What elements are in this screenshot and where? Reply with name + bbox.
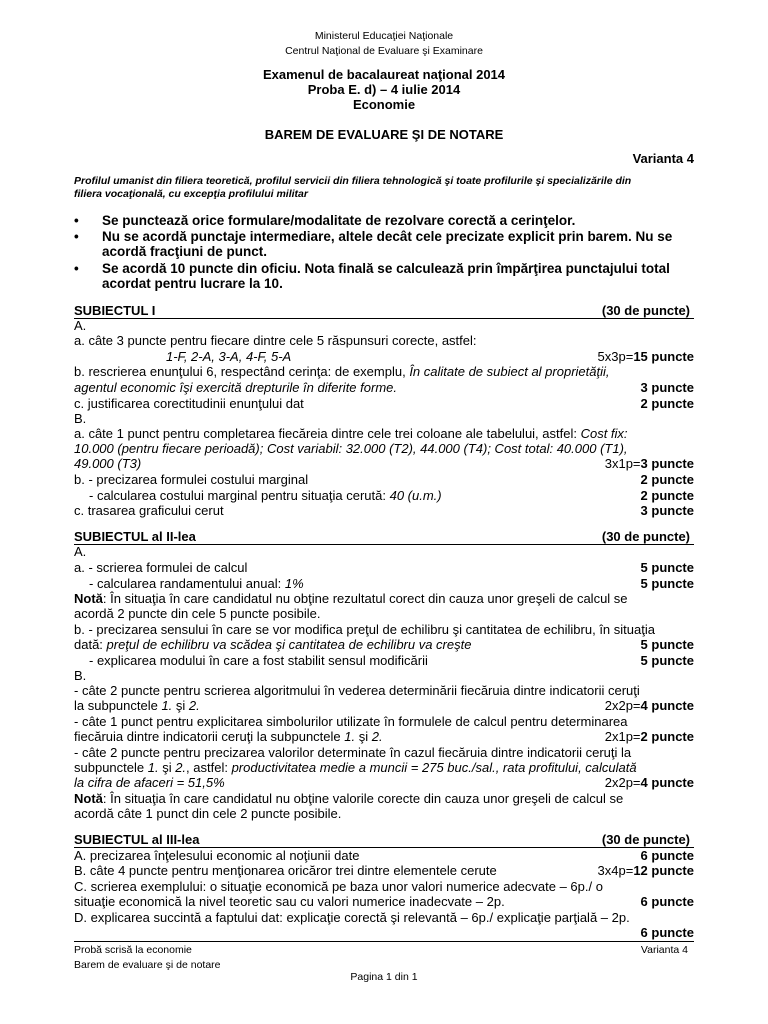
- rule-bullet-1: • Se punctează orice formulare/modalitate de rezolvare corectă a cerinţelor.: [74, 213, 576, 228]
- footer-variant: Varianta 4: [640, 944, 688, 956]
- s2-note-1-line-1: Notă: În situaţia în care candidatul nu obţine rezultatul corect din cauza unor greşeli de calcul se: [74, 591, 628, 606]
- s2-b-line-3: - explicarea modului în care a fost stabilit sensul modificării 5 puncte: [89, 653, 694, 668]
- s1-Bc-line: c. trasarea graficului cerut 3 puncte: [74, 503, 694, 518]
- subject-2-points: (30 de puncte): [601, 529, 690, 544]
- s2-section-b: B.: [74, 668, 87, 683]
- subject-2-title: SUBIECTUL al II-lea: [74, 529, 196, 544]
- center-name: Centrul Naţional de Evaluare şi Examinare: [285, 45, 483, 57]
- s3-C-line-1: C. scrierea exemplului: o situaţie economică pe baza unor valori numerice adecvate – 6p./ o: [74, 879, 603, 894]
- subject-3-heading: [74, 832, 694, 848]
- subject-2-heading: [74, 529, 694, 545]
- s1-Ba-score: 3x1p=3 puncte: [604, 456, 694, 471]
- s2-B2-line-1: - câte 1 punct pentru explicitarea simbolurilor utilizate în formulele de calcul pentru determinarea: [74, 714, 628, 729]
- s2-a-score-1: 5 puncte: [640, 560, 694, 575]
- s2-a-score-2: 5 puncte: [640, 576, 694, 591]
- s1-Ba-line-2: 10.000 (pentru fiecare perioadă); Cost variabil: 32.000 (T2), 44.000 (T4); Cost total: 40.000 (T1),: [74, 441, 628, 456]
- variant-label: Varianta 4: [632, 151, 694, 166]
- subject-3-points: (30 de puncte): [601, 832, 690, 847]
- s2-a-line-1: a. - scrierea formulei de calcul 5 puncte: [74, 560, 694, 575]
- s2-note-2-line-1: Notă: În situaţia în care candidatul nu obţine valorile corecte din cauza unor greşeli de calcul se: [74, 791, 624, 806]
- ministry-name: Ministerul Educaţiei Naţionale: [314, 30, 454, 42]
- subject-1-points: (30 de puncte): [601, 303, 690, 318]
- bullet-icon: •: [74, 213, 79, 228]
- s3-D-line-1: D. explicarea succintă a faptului dat: explicaţie corectă şi relevantă – 6p./ explicaţie parţială – 2p.: [74, 910, 630, 925]
- bullet-icon: •: [74, 229, 79, 244]
- s2-note-2-line-2: acordă câte 1 punct din cele 2 puncte posibile.: [74, 806, 342, 821]
- s1-c-score: 2 puncte: [640, 396, 694, 411]
- s1-Bc-score: 3 puncte: [640, 503, 694, 518]
- s2-note-1-line-2: acordă 2 puncte din cele 5 puncte posibile.: [74, 606, 321, 621]
- s1-Ba-line-1: a. câte 1 punct pentru completarea fiecăreia dintre cele trei coloane ale tabelului, astfel: Cost fix:: [74, 426, 628, 441]
- s1-c-line: c. justificarea corectitudinii enunţului dat 2 puncte: [74, 396, 694, 411]
- s1-a-text: a. câte 3 puncte pentru fiecare dintre cele 5 răspunsuri corecte, astfel:: [74, 333, 477, 348]
- s2-B3-score: 2x2p=4 puncte: [604, 775, 694, 790]
- s1-Bb-line-2: - calcularea costului marginal pentru situaţia cerută: 40 (u.m.) 2 puncte: [89, 488, 694, 503]
- s3-B-line: B. câte 4 puncte pentru menţionarea oricăror trei dintre elementele cerute 3x4p=12 puncte: [74, 863, 694, 878]
- s3-B-score: 3x4p=12 puncte: [597, 863, 694, 878]
- s1-Bb-line-1: b. - precizarea formulei costului marginal 2 puncte: [74, 472, 694, 487]
- exam-title: Examenul de bacalaureat naţional 2014: [262, 67, 506, 82]
- s1-section-a: A.: [74, 318, 87, 333]
- bullet-icon: •: [74, 261, 79, 276]
- footer-divider: [74, 941, 694, 942]
- s1-section-b: B.: [74, 411, 87, 426]
- s2-b-line-1: b. - precizarea sensului în care se vor modifica preţul de echilibru şi cantitatea de echilibru, în situaţia: [74, 622, 655, 637]
- barem-title: BAREM DE EVALUARE ŞI DE NOTARE: [264, 127, 504, 142]
- footer-page-number: Pagina 1 din 1: [350, 971, 418, 983]
- exam-subject: Economie: [352, 97, 416, 112]
- s1-Ba-line-3: 49.000 (T3) 3x1p=3 puncte: [74, 456, 694, 471]
- s2-section-a: A.: [74, 544, 87, 559]
- s3-C-score: 6 puncte: [640, 894, 694, 909]
- s3-A-score: 6 puncte: [640, 848, 694, 863]
- s3-A-line: A. precizarea înţelesului economic al noţiunii date 6 puncte: [74, 848, 694, 863]
- s2-a-line-2: - calcularea randamentului anual: 1% 5 puncte: [89, 576, 694, 591]
- s3-C-line-2: situaţie economică la nivel teoretic sau cu valori numerice inadecvate – 2p. 6 puncte: [74, 894, 694, 909]
- footer-exam: Probă scrisă la economie: [74, 944, 192, 956]
- s2-B1-line-1: - câte 2 puncte pentru scrierea algoritmului în vederea determinării fiecăruia dintre indicatorii ceruţi: [74, 683, 640, 698]
- s2-B1-score: 2x2p=4 puncte: [604, 698, 694, 713]
- s2-b-line-2: dată: preţul de echilibru va scădea şi cantitatea de echilibru va creşte 5 puncte: [74, 637, 694, 652]
- rule-bullet-3: • Se acordă 10 puncte din oficiu. Nota finală se calculează prin împărţirea punctajului total acordat pentru lucrare la 10.: [74, 261, 670, 291]
- s2-b-score-1: 5 puncte: [640, 637, 694, 652]
- s2-B3-line-3: la cifra de afaceri = 51,5% 2x2p=4 puncte: [74, 775, 694, 790]
- s1-b-line-2: agentul economic îşi exercită drepturile în diferite forme. 3 puncte: [74, 380, 694, 395]
- s1-b-score: 3 puncte: [640, 380, 694, 395]
- s2-B2-line-2: fiecăruia dintre indicatorii ceruţi la subpunctele 1. şi 2. 2x1p=2 puncte: [74, 729, 694, 744]
- footer-row-1: [74, 944, 694, 956]
- profile-line-2: filiera vocaţională, cu excepţia profilului militar: [74, 188, 308, 200]
- s2-b-score-2: 5 puncte: [640, 653, 694, 668]
- s3-D-score: 6 puncte: [640, 925, 694, 940]
- s2-B2-score: 2x1p=2 puncte: [604, 729, 694, 744]
- rule-bullet-2: • Nu se acordă punctaje intermediare, altele decât cele precizate explicit prin barem. Nu se acordă fracţiuni de punct.: [74, 229, 673, 259]
- footer-barem: Barem de evaluare şi de notare: [74, 959, 221, 971]
- subject-1-heading: [74, 303, 694, 319]
- s2-B1-line-2: la subpunctele 1. şi 2. 2x2p=4 puncte: [74, 698, 694, 713]
- profile-line-1: Profilul umanist din filiera teoretică, profilul servicii din filiera tehnologică şi toate profilurile şi specializările din: [74, 175, 632, 187]
- subject-1-title: SUBIECTUL I: [74, 303, 156, 318]
- s1-b-line-1: b. rescrierea enunţului 6, respectând cerinţa: de exemplu, În calitate de subiect al proprietăţii,: [74, 364, 610, 379]
- s1-Bb-score-1: 2 puncte: [640, 472, 694, 487]
- s1-Bb-score-2: 2 puncte: [640, 488, 694, 503]
- s2-B3-line-1: - câte 2 puncte pentru precizarea valorilor determinate în cazul fiecăruia dintre indicatorii ceruţi la: [74, 745, 632, 760]
- exam-proba: Proba E. d) – 4 iulie 2014: [307, 82, 461, 97]
- subject-3-title: SUBIECTUL al III-lea: [74, 832, 200, 847]
- s1-a-answers: 1-F, 2-A, 3-A, 4-F, 5-A: [166, 349, 292, 364]
- s2-B3-line-2: subpunctele 1. şi 2., astfel: productivitatea medie a muncii = 275 buc./sal., rata profitului, calculată: [74, 760, 637, 775]
- s1-a-score: 5x3p=15 puncte: [597, 349, 694, 364]
